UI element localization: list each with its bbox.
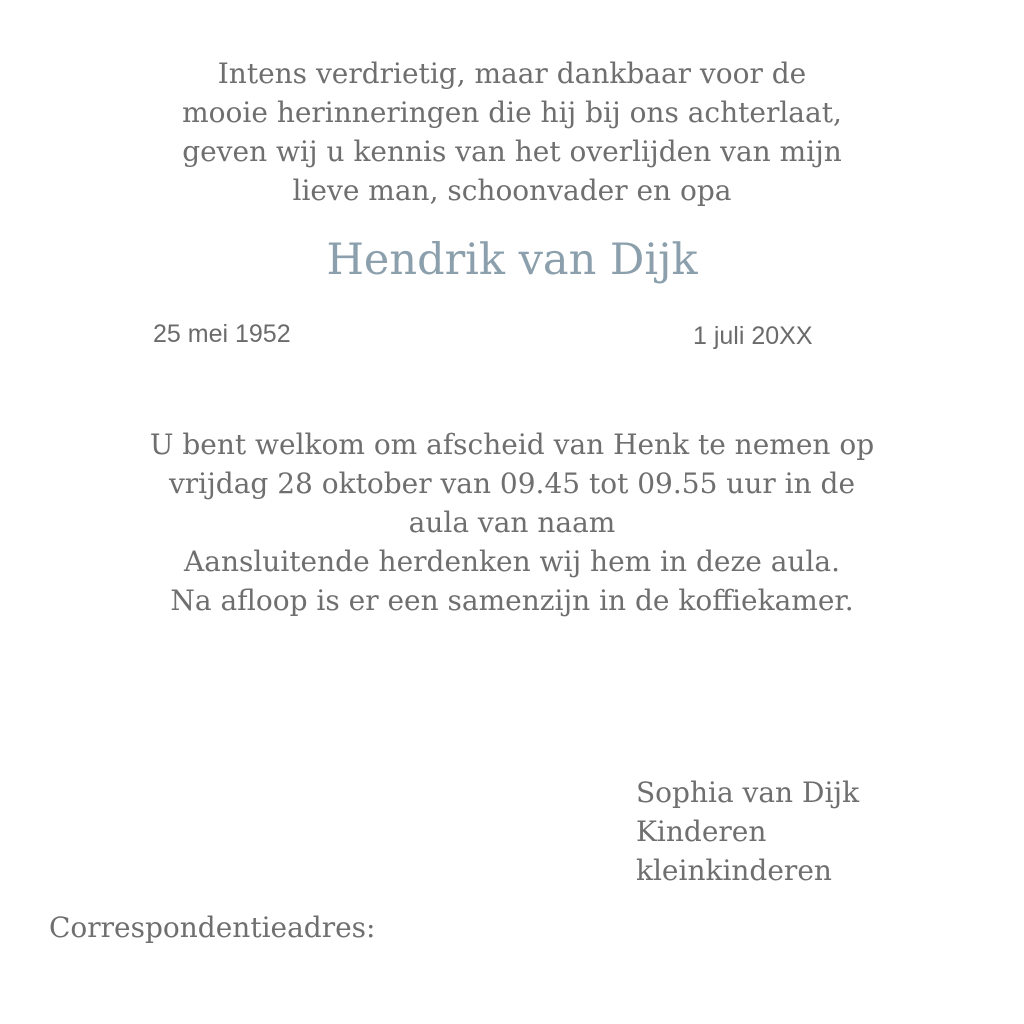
invitation-line: vrijdag 28 oktober van 09.45 tot 09.55 uur in de <box>168 467 856 500</box>
intro-line: lieve man, schoonvader en opa <box>292 174 732 207</box>
invitation-line: U bent welkom om afscheid van Henk te nemen op <box>149 428 875 461</box>
correspondence-label: Correspondentieadres: <box>49 911 376 944</box>
signature-line: kleinkinderen <box>636 854 832 887</box>
signature-line: Sophia van Dijk <box>636 776 860 809</box>
invitation-text <box>92 425 932 620</box>
invitation-line: Na afloop is er een samenzijn in de koffiekamer. <box>170 584 854 617</box>
death-date: 1 juli 20XX <box>693 322 813 350</box>
birth-date: 25 mei 1952 <box>153 320 291 348</box>
intro-line: mooie herinneringen die hij bij ons achterlaat, <box>182 96 842 129</box>
invitation-line: aula van naam <box>408 506 616 539</box>
intro-text <box>112 54 912 210</box>
intro-line: geven wij u kennis van het overlijden van mijn <box>182 135 842 168</box>
intro-line: Intens verdrietig, maar dankbaar voor de <box>217 57 807 90</box>
signature-line: Kinderen <box>636 815 767 848</box>
invitation-line: Aansluitende herdenken wij hem in deze aula. <box>184 545 840 578</box>
deceased-name: Hendrik van Dijk <box>326 235 698 285</box>
signature-block <box>636 773 859 890</box>
